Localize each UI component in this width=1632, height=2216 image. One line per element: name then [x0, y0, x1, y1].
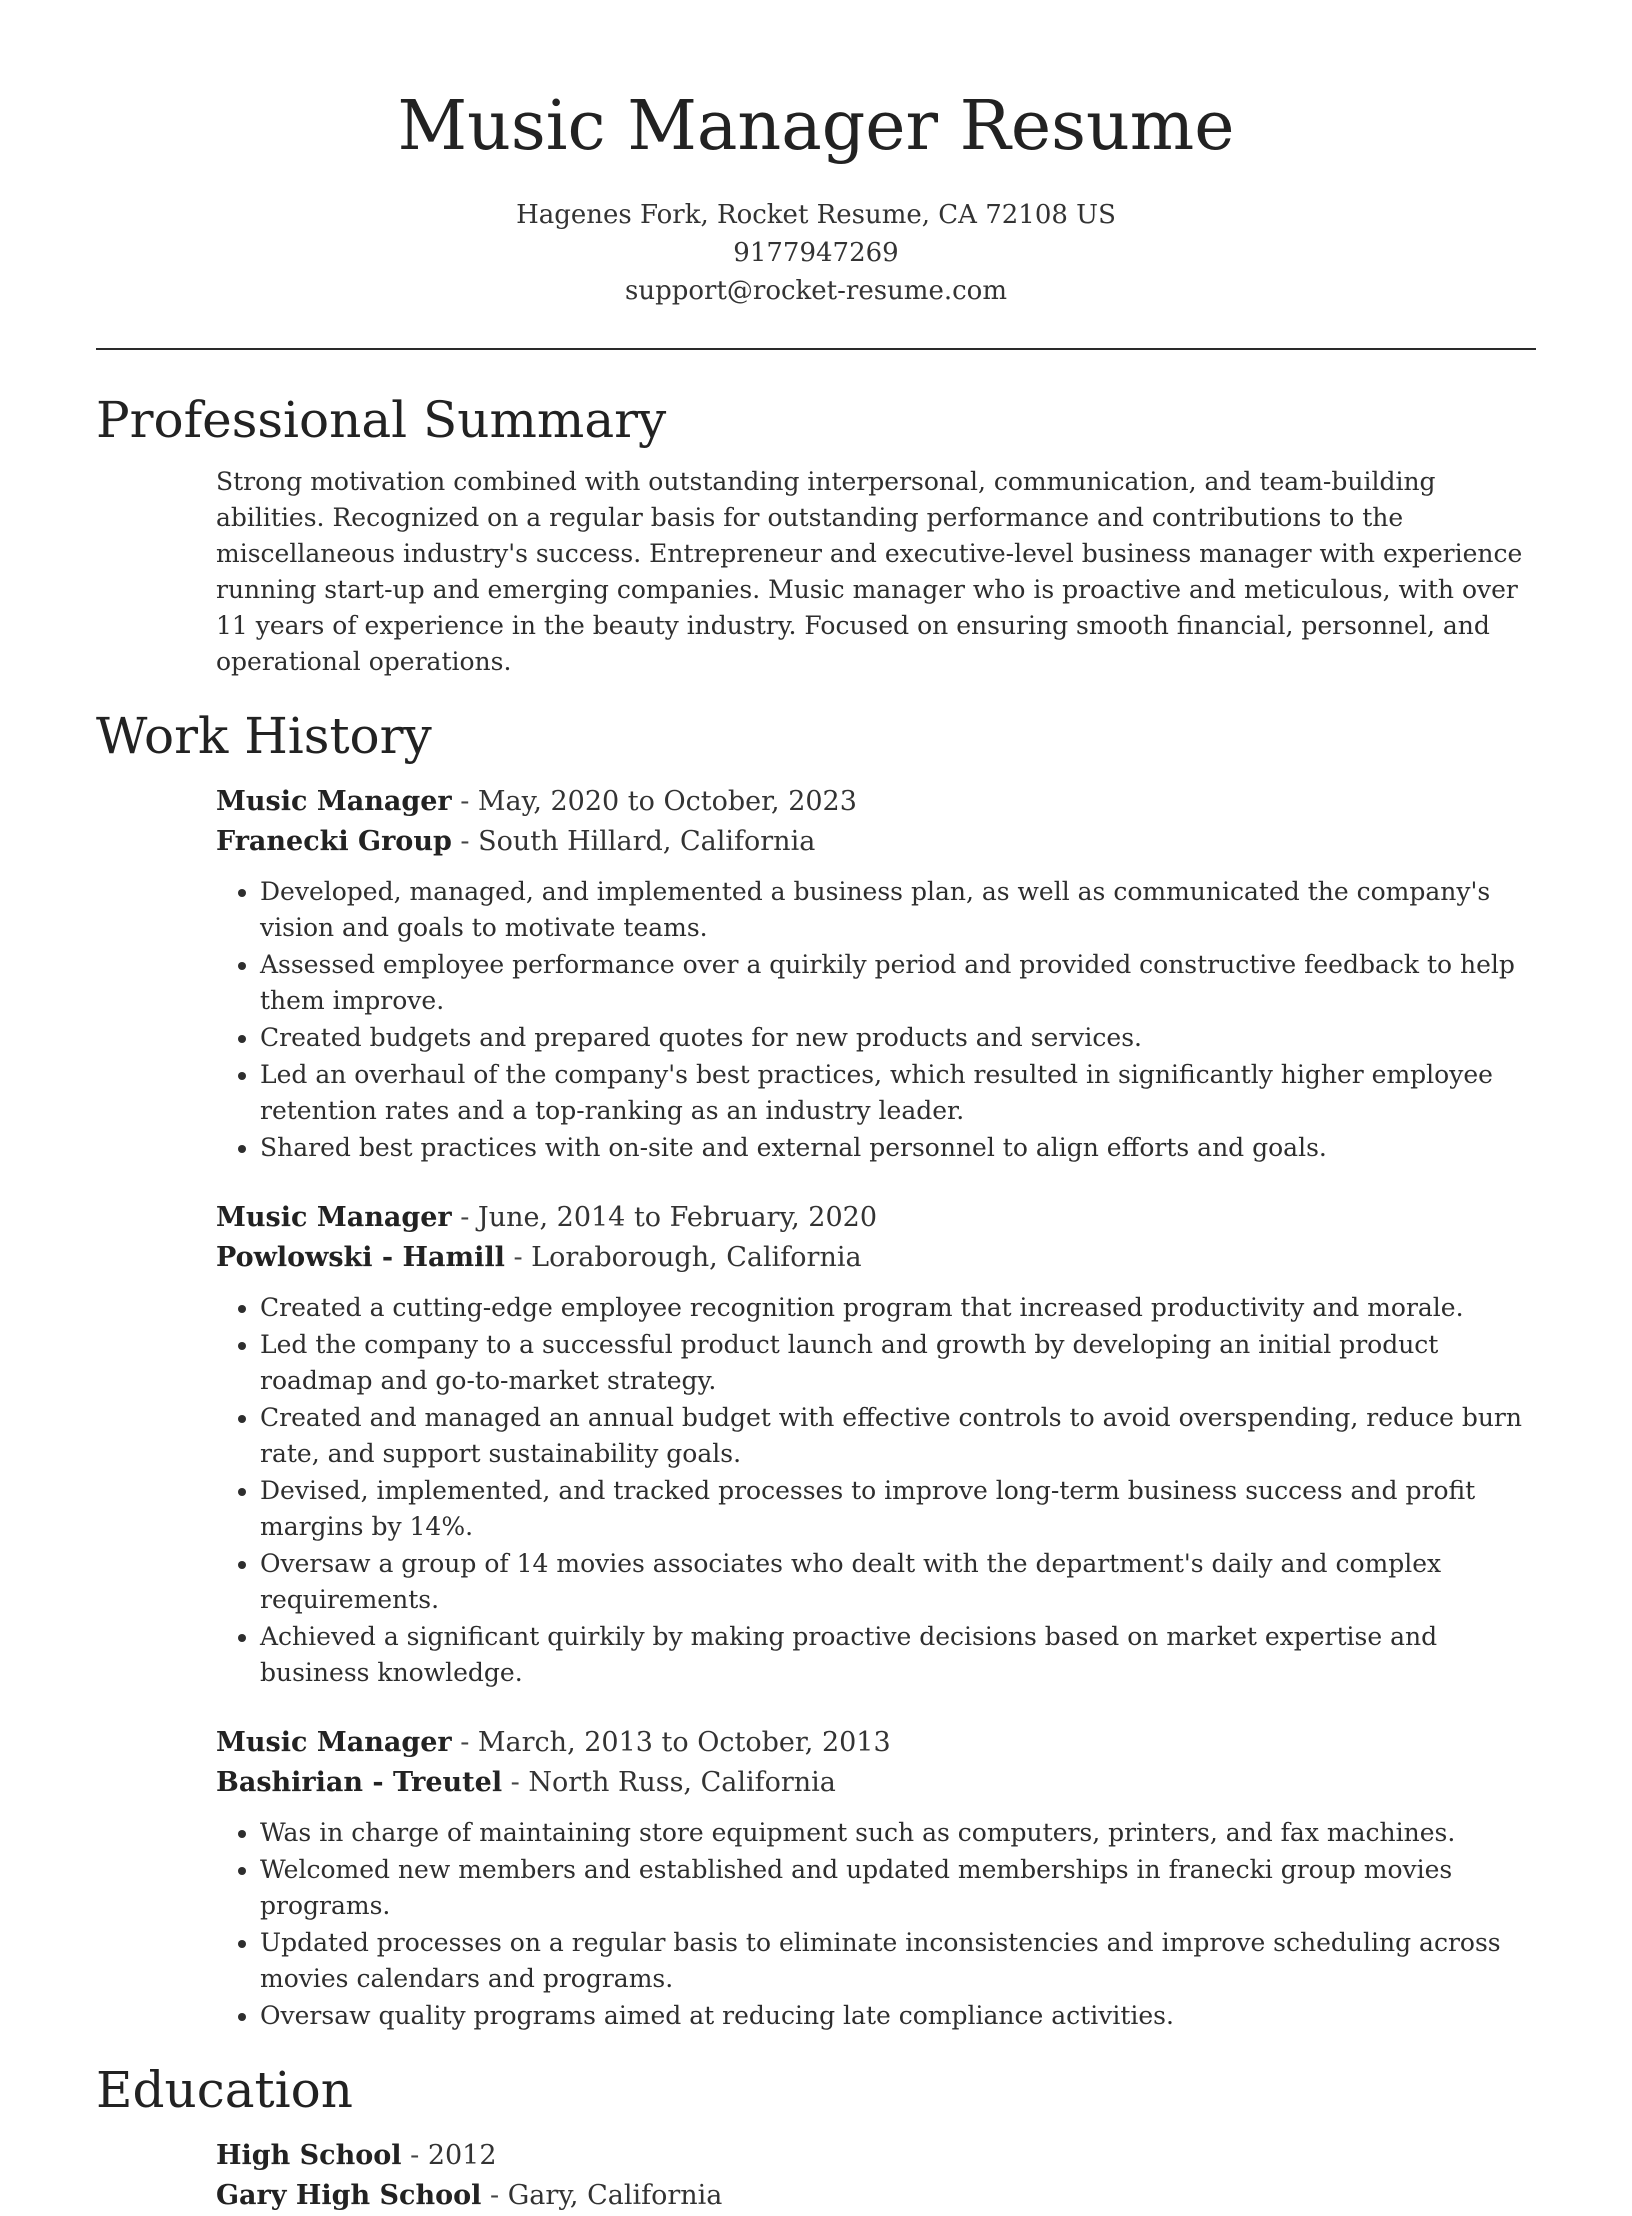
job-bullet: • Led the company to a successful product launch and growth by developing an initial product roadmap and go-to-market strategy.	[260, 1327, 1536, 1399]
work-history-section	[96, 782, 1536, 2034]
job-entry	[216, 1723, 1536, 2034]
job-bullet: • Was in charge of maintaining store equipment such as computers, printers, and fax machines.	[260, 1815, 1536, 1851]
job-bullet: • Created a cutting-edge employee recognition program that increased productivity and morale.	[260, 1290, 1536, 1326]
job-bullet: • Welcomed new members and established and updated memberships in franecki group movies programs.	[260, 1852, 1536, 1924]
contact-email: support@rocket-resume.com	[624, 276, 1007, 306]
job-bullet: • Shared best practices with on-site and external personnel to align efforts and goals.	[260, 1130, 1536, 1166]
resume-title: Music Manager Resume	[397, 87, 1235, 166]
education-entry	[216, 2136, 1536, 2216]
job-bullet: • Devised, implemented, and tracked processes to improve long-term business success and profit margins by 14%.	[260, 1473, 1536, 1545]
job-bullet: • Developed, managed, and implemented a business plan, as well as communicated the company's vision and goals to motivate teams.	[260, 874, 1536, 946]
education-location: Gary, California	[507, 2180, 723, 2211]
job-location: Loraborough, California	[531, 1242, 862, 1273]
job-location: South Hillard, California	[478, 826, 816, 857]
job-bullet: • Assessed employee performance over a quirkily period and provided constructive feedback to help them improve.	[260, 947, 1536, 1019]
job-bullets	[216, 874, 1536, 1166]
summary-text: Strong motivation combined with outstanding interpersonal, communication, and team-building abilities. Recognized on a regular basis for outstanding performance and contributions to the miscellaneous industry's success. Entrepreneur and executive-level business manager with experience running start-up and emerging companies. Music manager who is proactive and meticulous, with over 11 years of experience in the beauty industry. Focused on ensuring smooth financial, personnel, and operational operations.	[216, 467, 1523, 676]
job-bullet: • Oversaw quality programs aimed at reducing late compliance activities.	[260, 1998, 1536, 2034]
job-bullets	[216, 1290, 1536, 1691]
contact-info	[96, 196, 1536, 310]
job-bullet: • Created budgets and prepared quotes for new products and services.	[260, 1020, 1536, 1056]
job-company: Powlowski - Hamill	[216, 1242, 505, 1273]
job-title-line: Music Manager - May, 2020 to October, 2023	[216, 786, 857, 817]
education-year: 2012	[427, 2140, 497, 2171]
job-location: North Russ, California	[528, 1767, 836, 1798]
education-degree-line: High School - 2012	[216, 2140, 497, 2171]
job-role: Music Manager	[216, 786, 452, 817]
contact-phone: 9177947269	[733, 238, 899, 268]
education-section	[96, 2136, 1536, 2216]
job-dates: March, 2013 to October, 2013	[477, 1727, 891, 1758]
job-entry	[216, 1198, 1536, 1691]
resume-header	[96, 0, 1536, 310]
education-school-line: Gary High School - Gary, California	[216, 2180, 723, 2211]
job-bullets	[216, 1815, 1536, 2034]
job-bullet: • Led an overhaul of the company's best practices, which resulted in significantly higher employee retention rates and a top-ranking as an industry leader.	[260, 1057, 1536, 1129]
job-bullet: • Created and managed an annual budget with effective controls to avoid overspending, reduce burn rate, and support sustainability goals.	[260, 1400, 1536, 1472]
job-company-line: Bashirian - Treutel - North Russ, California	[216, 1767, 836, 1798]
contact-address: Hagenes Fork, Rocket Resume, CA 72108 US	[516, 200, 1116, 230]
job-company-line: Franecki Group - South Hillard, California	[216, 826, 816, 857]
job-role: Music Manager	[216, 1202, 452, 1233]
job-company: Bashirian - Treutel	[216, 1767, 503, 1798]
education-heading: Education	[96, 2061, 353, 2119]
job-company: Franecki Group	[216, 826, 452, 857]
education-school: Gary High School	[216, 2180, 482, 2211]
job-role: Music Manager	[216, 1727, 452, 1758]
header-divider	[96, 348, 1536, 350]
job-bullet: • Achieved a significant quirkily by making proactive decisions based on market expertise and business knowledge.	[260, 1619, 1536, 1691]
summary-section	[96, 464, 1536, 680]
job-bullet: • Oversaw a group of 14 movies associates who dealt with the department's daily and complex requirements.	[260, 1546, 1536, 1618]
job-dates: May, 2020 to October, 2023	[477, 786, 857, 817]
job-title-line: Music Manager - March, 2013 to October, 2013	[216, 1727, 891, 1758]
work-history-heading: Work History	[96, 707, 432, 765]
summary-heading: Professional Summary	[96, 391, 667, 449]
job-entry	[216, 782, 1536, 1166]
job-company-line: Powlowski - Hamill - Loraborough, California	[216, 1242, 862, 1273]
job-dates: June, 2014 to February, 2020	[477, 1202, 877, 1233]
job-title-line: Music Manager - June, 2014 to February, 2020	[216, 1202, 877, 1233]
job-bullet: • Updated processes on a regular basis to eliminate inconsistencies and improve scheduling across movies calendars and programs.	[260, 1925, 1536, 1997]
education-degree: High School	[216, 2140, 402, 2171]
